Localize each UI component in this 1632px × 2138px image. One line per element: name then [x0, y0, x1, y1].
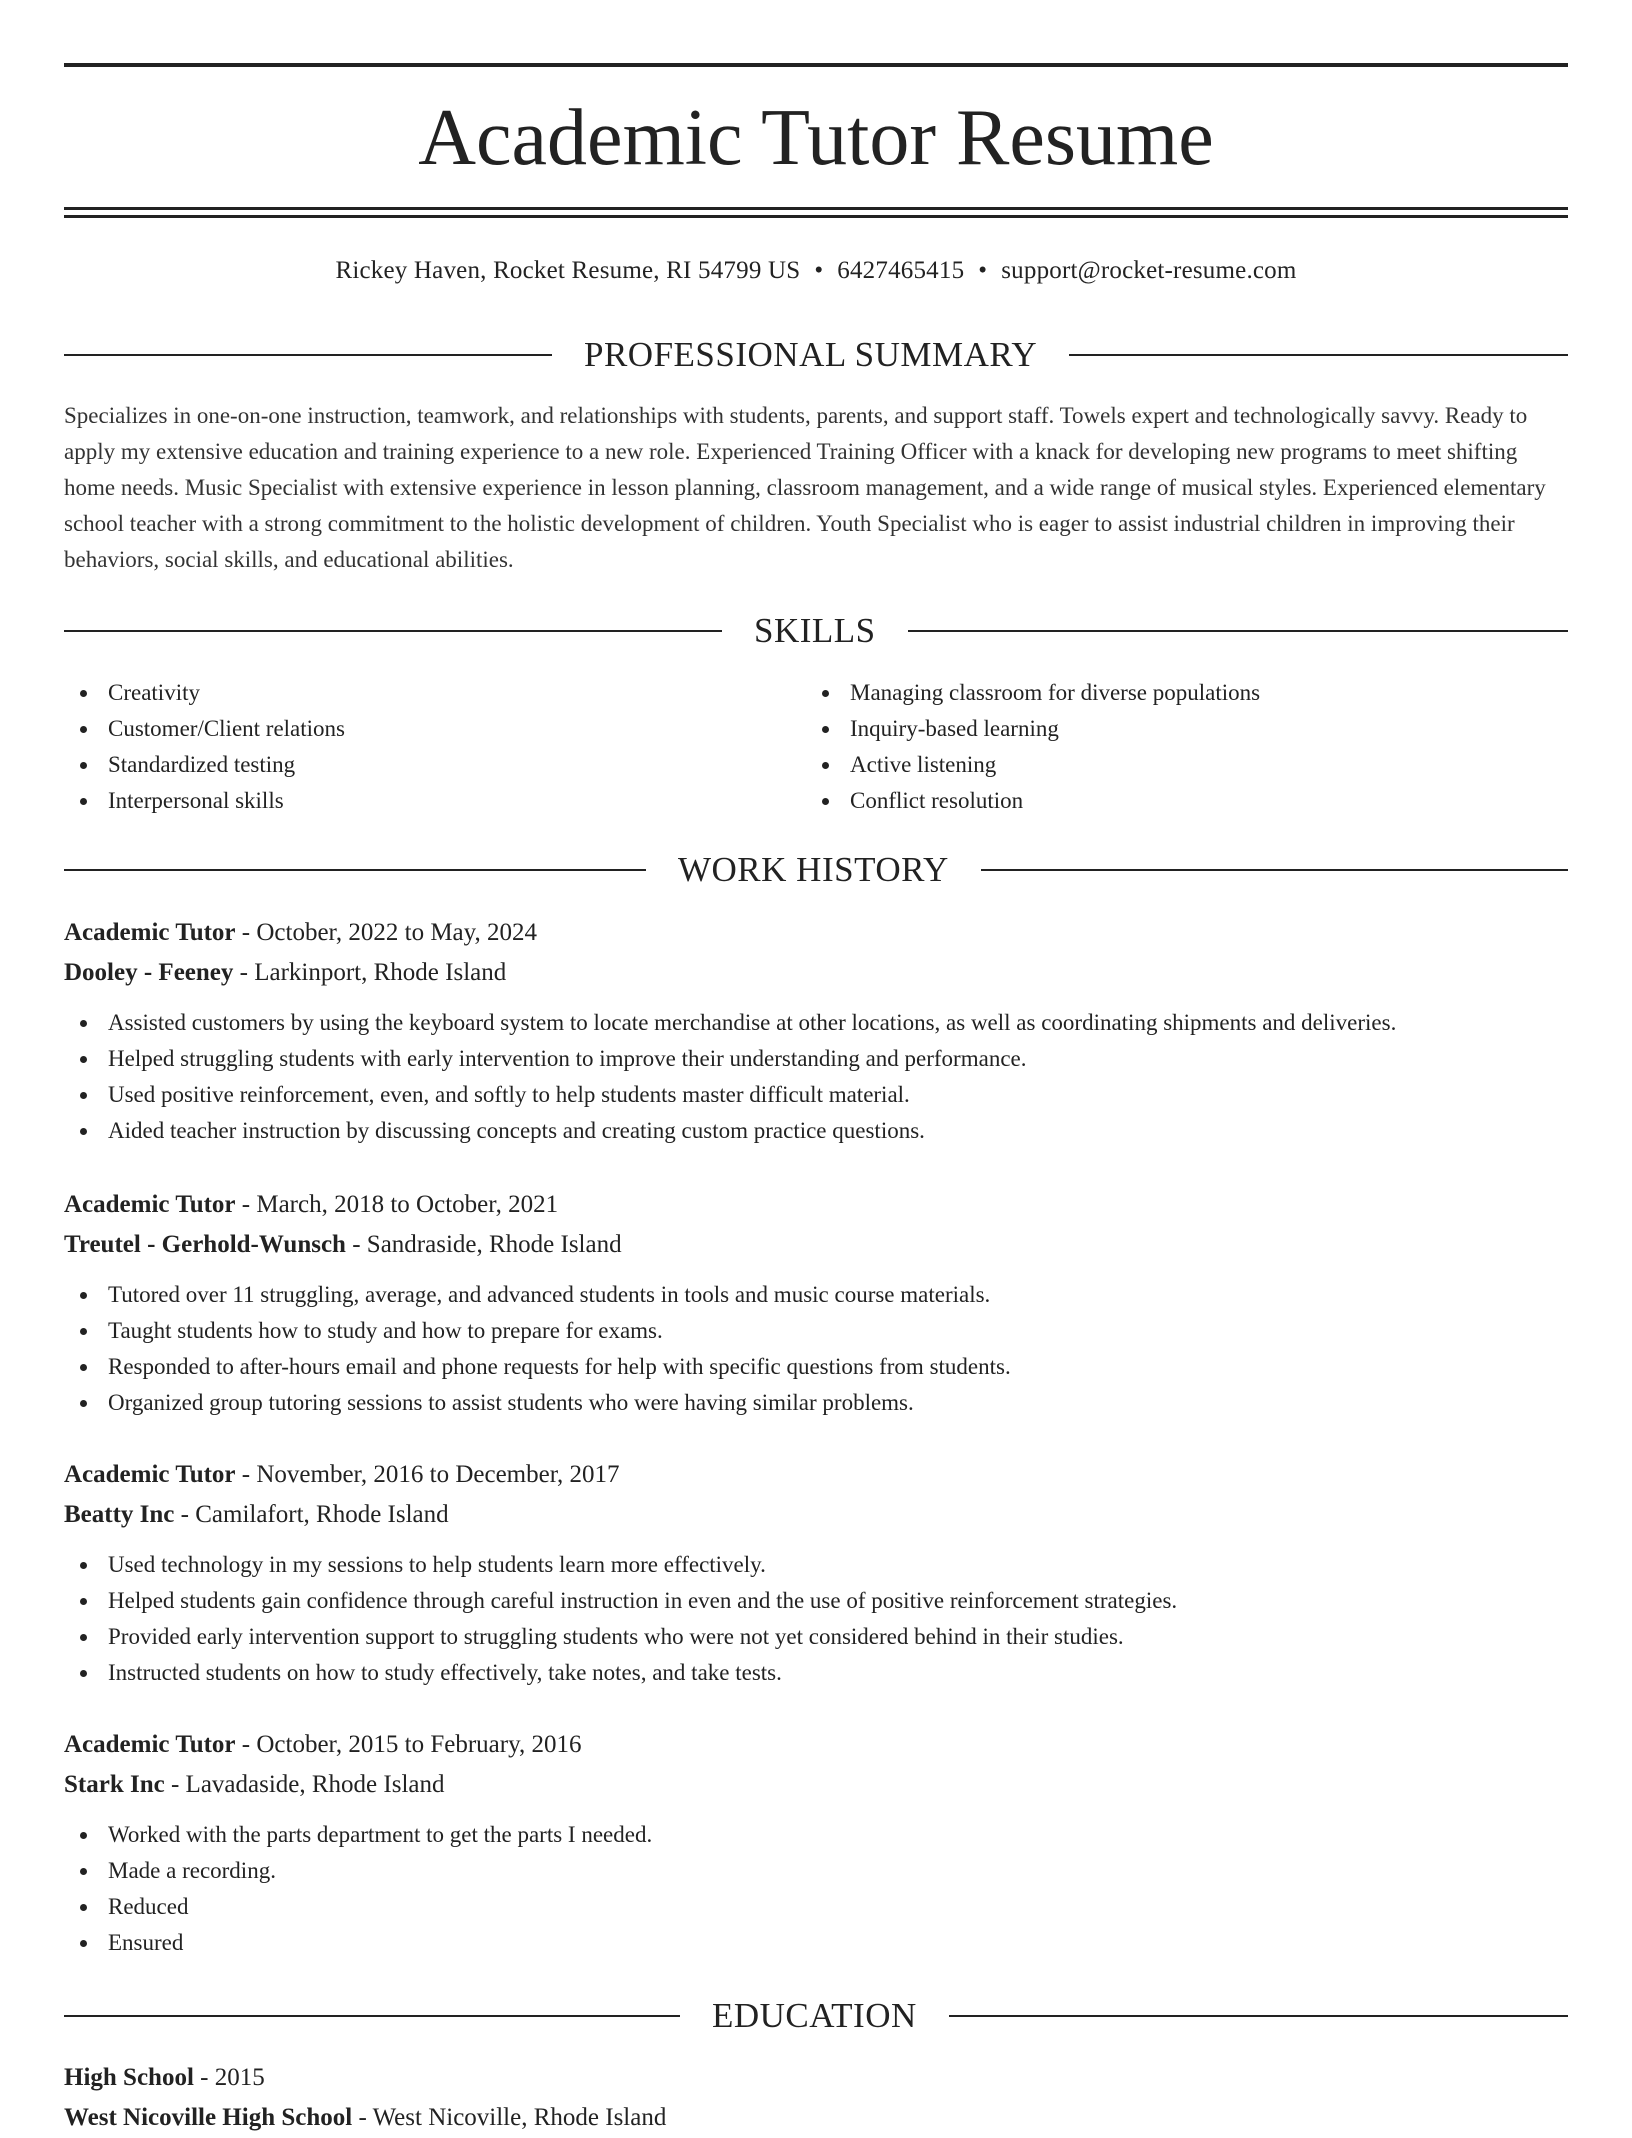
job-bullet: Tutored over 11 struggling, average, and advanced students in tools and music course materials. [64, 1277, 1568, 1313]
job-bullet: Provided early intervention support to struggling students who were not yet considered behind in their studies. [64, 1619, 1568, 1655]
section-heading-work-history [64, 848, 1568, 892]
job-bullet: Worked with the parts department to get the parts I needed. [64, 1817, 1568, 1853]
skill-item: Creativity [64, 675, 804, 711]
skill-item: Interpersonal skills [64, 783, 804, 819]
job-entry [64, 913, 1568, 1149]
skills-column-left [64, 675, 804, 819]
heading-rule [981, 869, 1568, 871]
education-entry [64, 2058, 1568, 2138]
job-bullet: Helped students gain confidence through careful instruction in even and the use of positive reinforcement strategies. [64, 1583, 1568, 1619]
contact-address: Rickey Haven, Rocket Resume, RI 54799 US [335, 257, 801, 284]
job-role: Academic Tutor [64, 1731, 236, 1758]
section-heading-skills [64, 609, 1568, 653]
job-dates: - November, 2016 to December, 2017 [235, 1461, 620, 1488]
section-title: PROFESSIONAL SUMMARY [584, 335, 1038, 374]
education-location: - West Nicoville, Rhode Island [352, 2104, 667, 2131]
job-company: Treutel - Gerhold-Wunsch [64, 1231, 346, 1258]
heading-rule [64, 2015, 680, 2017]
contact-phone: 6427465415 [837, 257, 965, 284]
job-bullet: Organized group tutoring sessions to assist students who were having similar problems. [64, 1385, 1568, 1421]
contact-line [64, 255, 1568, 287]
job-company: Stark Inc [64, 1771, 165, 1798]
section-heading-summary [64, 333, 1568, 377]
job-bullet: Aided teacher instruction by discussing concepts and creating custom practice questions. [64, 1113, 1568, 1149]
header-double-rule-bottom [64, 215, 1568, 218]
skill-item: Inquiry-based learning [806, 711, 1546, 747]
heading-rule [64, 630, 722, 632]
job-company: Beatty Inc [64, 1501, 175, 1528]
job-dates: - October, 2022 to May, 2024 [235, 919, 538, 946]
job-location: - Lavadaside, Rhode Island [164, 1771, 445, 1798]
job-role: Academic Tutor [64, 919, 236, 946]
job-dates: - October, 2015 to February, 2016 [235, 1731, 582, 1758]
section-title: EDUCATION [712, 1996, 917, 2035]
section-heading-education [64, 1994, 1568, 2038]
contact-email: support@rocket-resume.com [1001, 257, 1297, 284]
skill-item: Standardized testing [64, 747, 804, 783]
job-role: Academic Tutor [64, 1191, 236, 1218]
education-degree: High School [64, 2064, 194, 2091]
education-school: West Nicoville High School [64, 2104, 353, 2131]
skills-column-right [806, 675, 1546, 819]
job-bullet: Used technology in my sessions to help students learn more effectively. [64, 1547, 1568, 1583]
job-location: - Camilafort, Rhode Island [174, 1501, 449, 1528]
job-bullet: Taught students how to study and how to prepare for exams. [64, 1313, 1568, 1349]
heading-rule [908, 630, 1568, 632]
job-bullet: Reduced [64, 1889, 1568, 1925]
section-title: SKILLS [754, 611, 876, 650]
job-dates: - March, 2018 to October, 2021 [235, 1191, 559, 1218]
job-entry [64, 1185, 1568, 1421]
header-top-rule [64, 63, 1568, 67]
job-bullet: Instructed students on how to study effectively, take notes, and take tests. [64, 1655, 1568, 1691]
job-bullet: Assisted customers by using the keyboard system to locate merchandise at other locations, as well as coordinating shipments and deliveries. [64, 1005, 1568, 1041]
skill-item: Conflict resolution [806, 783, 1546, 819]
job-bullet: Helped struggling students with early intervention to improve their understanding and performance. [64, 1041, 1568, 1077]
skill-item: Active listening [806, 747, 1546, 783]
job-company: Dooley - Feeney [64, 959, 234, 986]
contact-separator: • [814, 257, 824, 284]
contact-separator: • [978, 257, 988, 284]
job-entry [64, 1725, 1568, 1961]
job-role: Academic Tutor [64, 1461, 236, 1488]
section-title: WORK HISTORY [678, 850, 949, 889]
job-location: - Larkinport, Rhode Island [233, 959, 507, 986]
heading-rule [949, 2015, 1568, 2017]
heading-rule [1069, 354, 1568, 356]
job-entry [64, 1455, 1568, 1691]
heading-rule [64, 354, 552, 356]
header-double-rule-top [64, 207, 1568, 210]
job-bullet: Used positive reinforcement, even, and softly to help students master difficult material. [64, 1077, 1568, 1113]
heading-rule [64, 869, 646, 871]
summary-paragraph: Specializes in one-on-one instruction, teamwork, and relationships with students, parents, and support staff. Towels expert and technologically savvy. Ready to apply my extensive education and training experience to a new role. Experienced Training Officer with a knack for developing new programs to meet shifting home needs. Music Specialist with extensive experience in lesson planning, classroom management, and a wide range of musical styles. Experienced elementary school teacher with a strong commitment to the holistic development of children. Youth Specialist who is eager to assist industrial children in improving their behaviors, social skills, and educational abilities. [64, 403, 1546, 572]
job-bullet: Ensured [64, 1925, 1568, 1961]
page-title: Academic Tutor Resume [418, 94, 1214, 182]
job-bullet: Made a recording. [64, 1853, 1568, 1889]
job-bullet: Responded to after-hours email and phone requests for help with specific questions from students. [64, 1349, 1568, 1385]
skill-item: Customer/Client relations [64, 711, 804, 747]
job-location: - Sandraside, Rhode Island [345, 1231, 622, 1258]
skill-item: Managing classroom for diverse populations [806, 675, 1546, 711]
education-year: - 2015 [193, 2064, 265, 2091]
